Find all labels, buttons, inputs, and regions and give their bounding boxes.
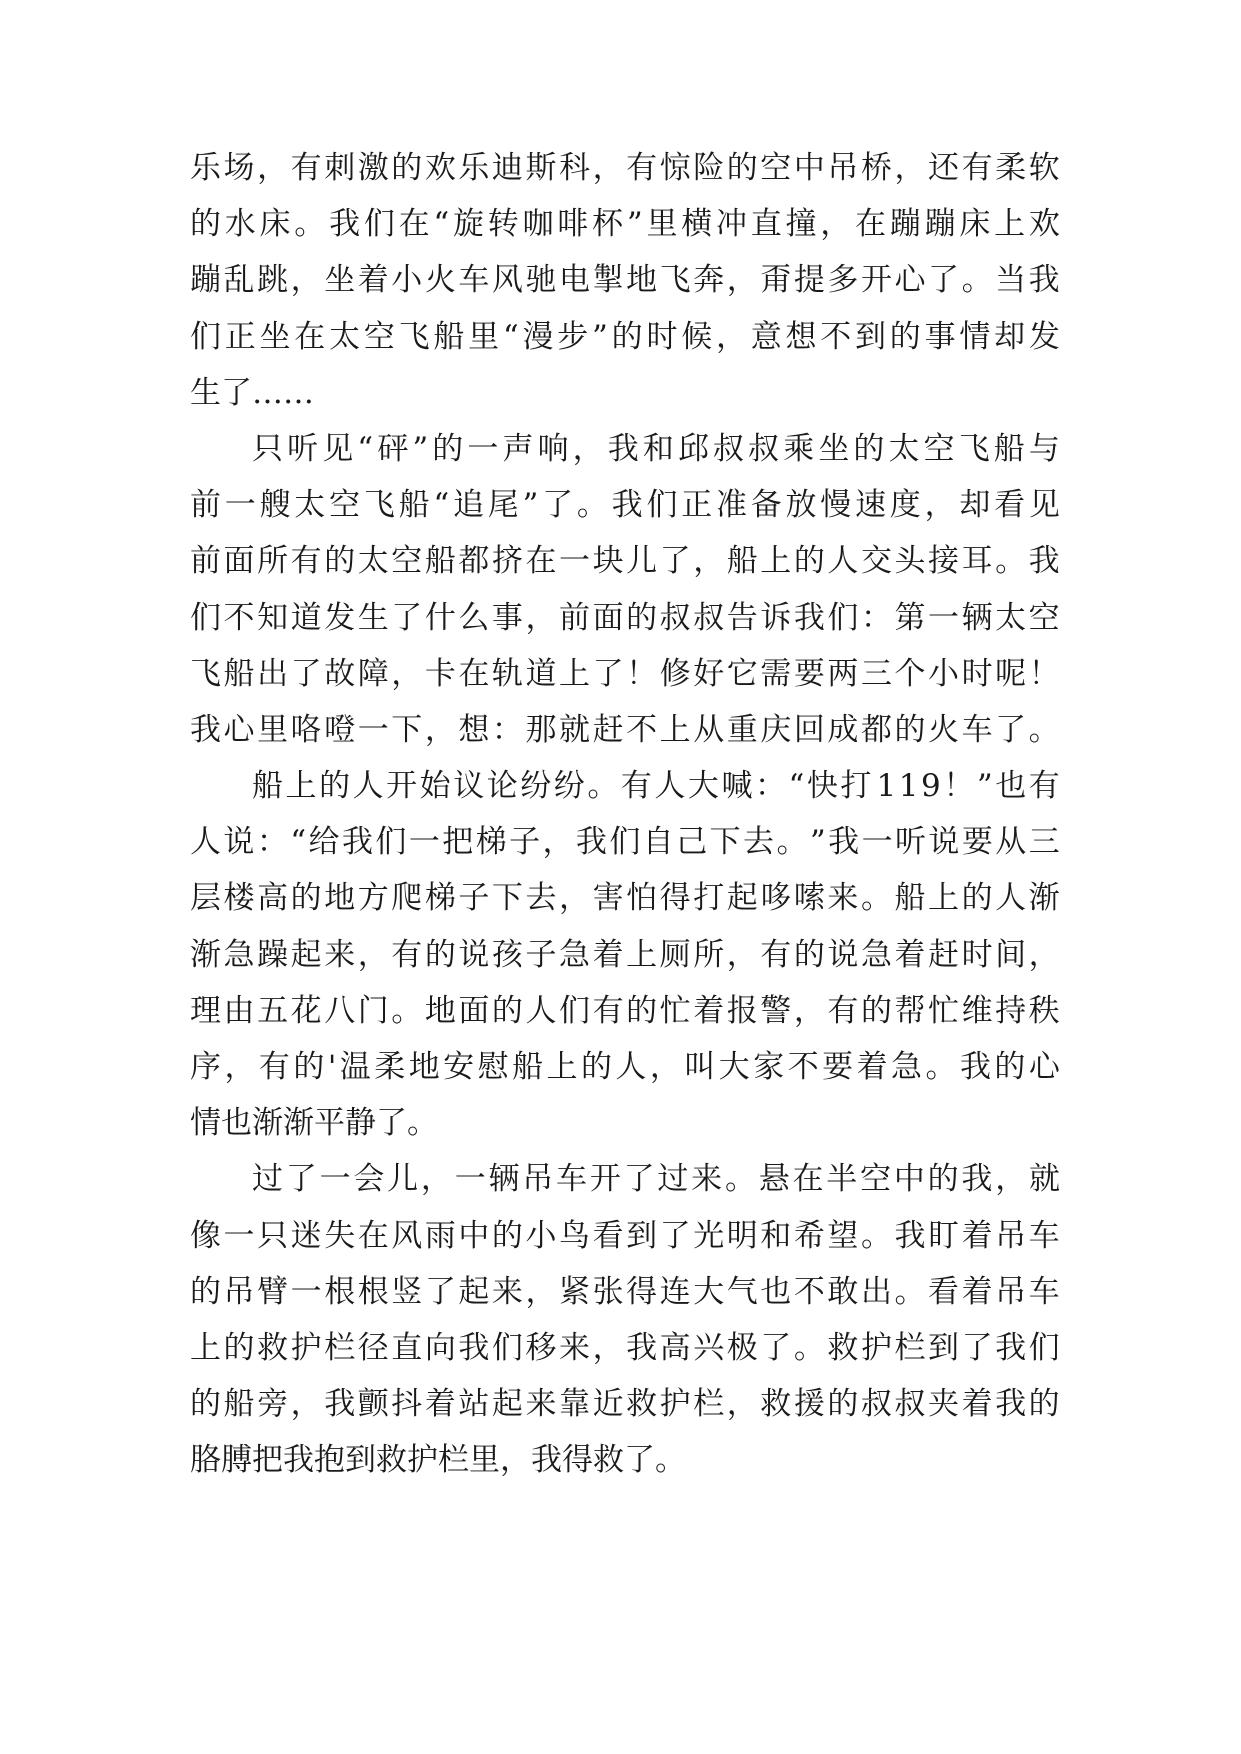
- text-line: 胳膊把我抱到救护栏里，我得救了。: [190, 1442, 686, 1479]
- text-line: 船 上 的 人 开 始 议 论 纷 纷 。 有 人 大 喊 ： “ 快 打 1 1 9 ！ ” 也 有: [252, 768, 1060, 805]
- text-line: 人 说 ： “ 给 我 们 一 把 梯 子 ， 我 们 自 己 下 去 。 ” 我 一 听 说 要 从 三: [190, 824, 1060, 861]
- text-line: 乐 场 ， 有 刺 激 的 欢 乐 迪 斯 科 ， 有 惊 险 的 空 中 吊 桥 ， 还 有 柔 软: [190, 150, 1060, 186]
- text-line: 渐 急 躁 起 来 ， 有 的 说 孩 子 急 着 上 厕 所 ， 有 的 说 急 着 赶 时 间 ，: [190, 936, 1060, 973]
- text-line: 蹦 乱 跳 ， 坐 着 小 火 车 风 驰 电 掣 地 飞 奔 ， 甭 提 多 开 心 了 。 当 我: [190, 262, 1060, 299]
- text-line: 的 船 旁 ， 我 颤 抖 着 站 起 来 靠 近 救 护 栏 ， 救 援 的 叔 叔 夹 着 我 的: [190, 1386, 1060, 1423]
- text-line: 的 吊 臂 一 根 根 竖 了 起 来 ， 紧 张 得 连 大 气 也 不 敢 出 。 看 着 吊 车: [190, 1273, 1060, 1310]
- text-line: 序 ， 有 的 ' 温 柔 地 安 慰 船 上 的 人 ， 叫 大 家 不 要 着 急 。 我 的 心: [190, 1049, 1060, 1085]
- text-line: 前 一 艘 太 空 飞 船 “ 追 尾 ” 了 。 我 们 正 准 备 放 慢 速 度 ， 却 看 见: [190, 487, 1060, 524]
- text-line: 像 一 只 迷 失 在 风 雨 中 的 小 鸟 看 到 了 光 明 和 希 望 。 我 盯 着 吊 车: [190, 1217, 1060, 1254]
- text-line: 只 听 见 “ 砰 ” 的 一 声 响 ， 我 和 邱 叔 叔 乘 坐 的 太 空 飞 船 与: [252, 430, 1060, 467]
- text-line: 情也渐渐平静了。: [190, 1105, 438, 1142]
- text-line: 生了……: [190, 374, 314, 411]
- text-line: 层 楼 高 的 地 方 爬 梯 子 下 去 ， 害 怕 得 打 起 哆 嗦 来 。 船 上 的 人 渐: [190, 880, 1060, 917]
- paragraph: [190, 758, 1060, 1151]
- paragraph: [190, 421, 1060, 758]
- paragraph: [190, 140, 1060, 421]
- text-line: 理 由 五 花 八 门 。 地 面 的 人 们 有 的 忙 着 报 警 ， 有 的 帮 忙 维 持 秩: [190, 992, 1060, 1029]
- text-line: 飞 船 出 了 故 障 ， 卡 在 轨 道 上 了 ！ 修 好 它 需 要 两 三 个 小 时 呢 ！: [190, 655, 1060, 692]
- text-line: 上 的 救 护 栏 径 直 向 我 们 移 来 ， 我 高 兴 极 了 。 救 护 栏 到 了 我 们: [190, 1329, 1060, 1366]
- text-line: 们 正 坐 在 太 空 飞 船 里 “ 漫 步 ” 的 时 候 ， 意 想 不 到 的 事 情 却 发: [190, 318, 1060, 355]
- text-line: 的 水 床 。 我 们 在 “ 旋 转 咖 啡 杯 ” 里 横 冲 直 撞 ， 在 蹦 蹦 床 上 欢: [190, 206, 1060, 243]
- paragraph: [190, 1151, 1060, 1488]
- text-line: 我 心 里 咯 噔 一 下 ， 想 ： 那 就 赶 不 上 从 重 庆 回 成 都 的 火 车 了 。: [190, 711, 1060, 748]
- document-body: [190, 140, 1060, 1489]
- text-line: 们 不 知 道 发 生 了 什 么 事 ， 前 面 的 叔 叔 告 诉 我 们 ： 第 一 辆 太 空: [190, 599, 1060, 636]
- text-line: 过 了 一 会 儿 ， 一 辆 吊 车 开 了 过 来 。 悬 在 半 空 中 的 我 ， 就: [252, 1161, 1060, 1198]
- text-line: 前 面 所 有 的 太 空 船 都 挤 在 一 块 儿 了 ， 船 上 的 人 交 头 接 耳 。 我: [190, 543, 1060, 580]
